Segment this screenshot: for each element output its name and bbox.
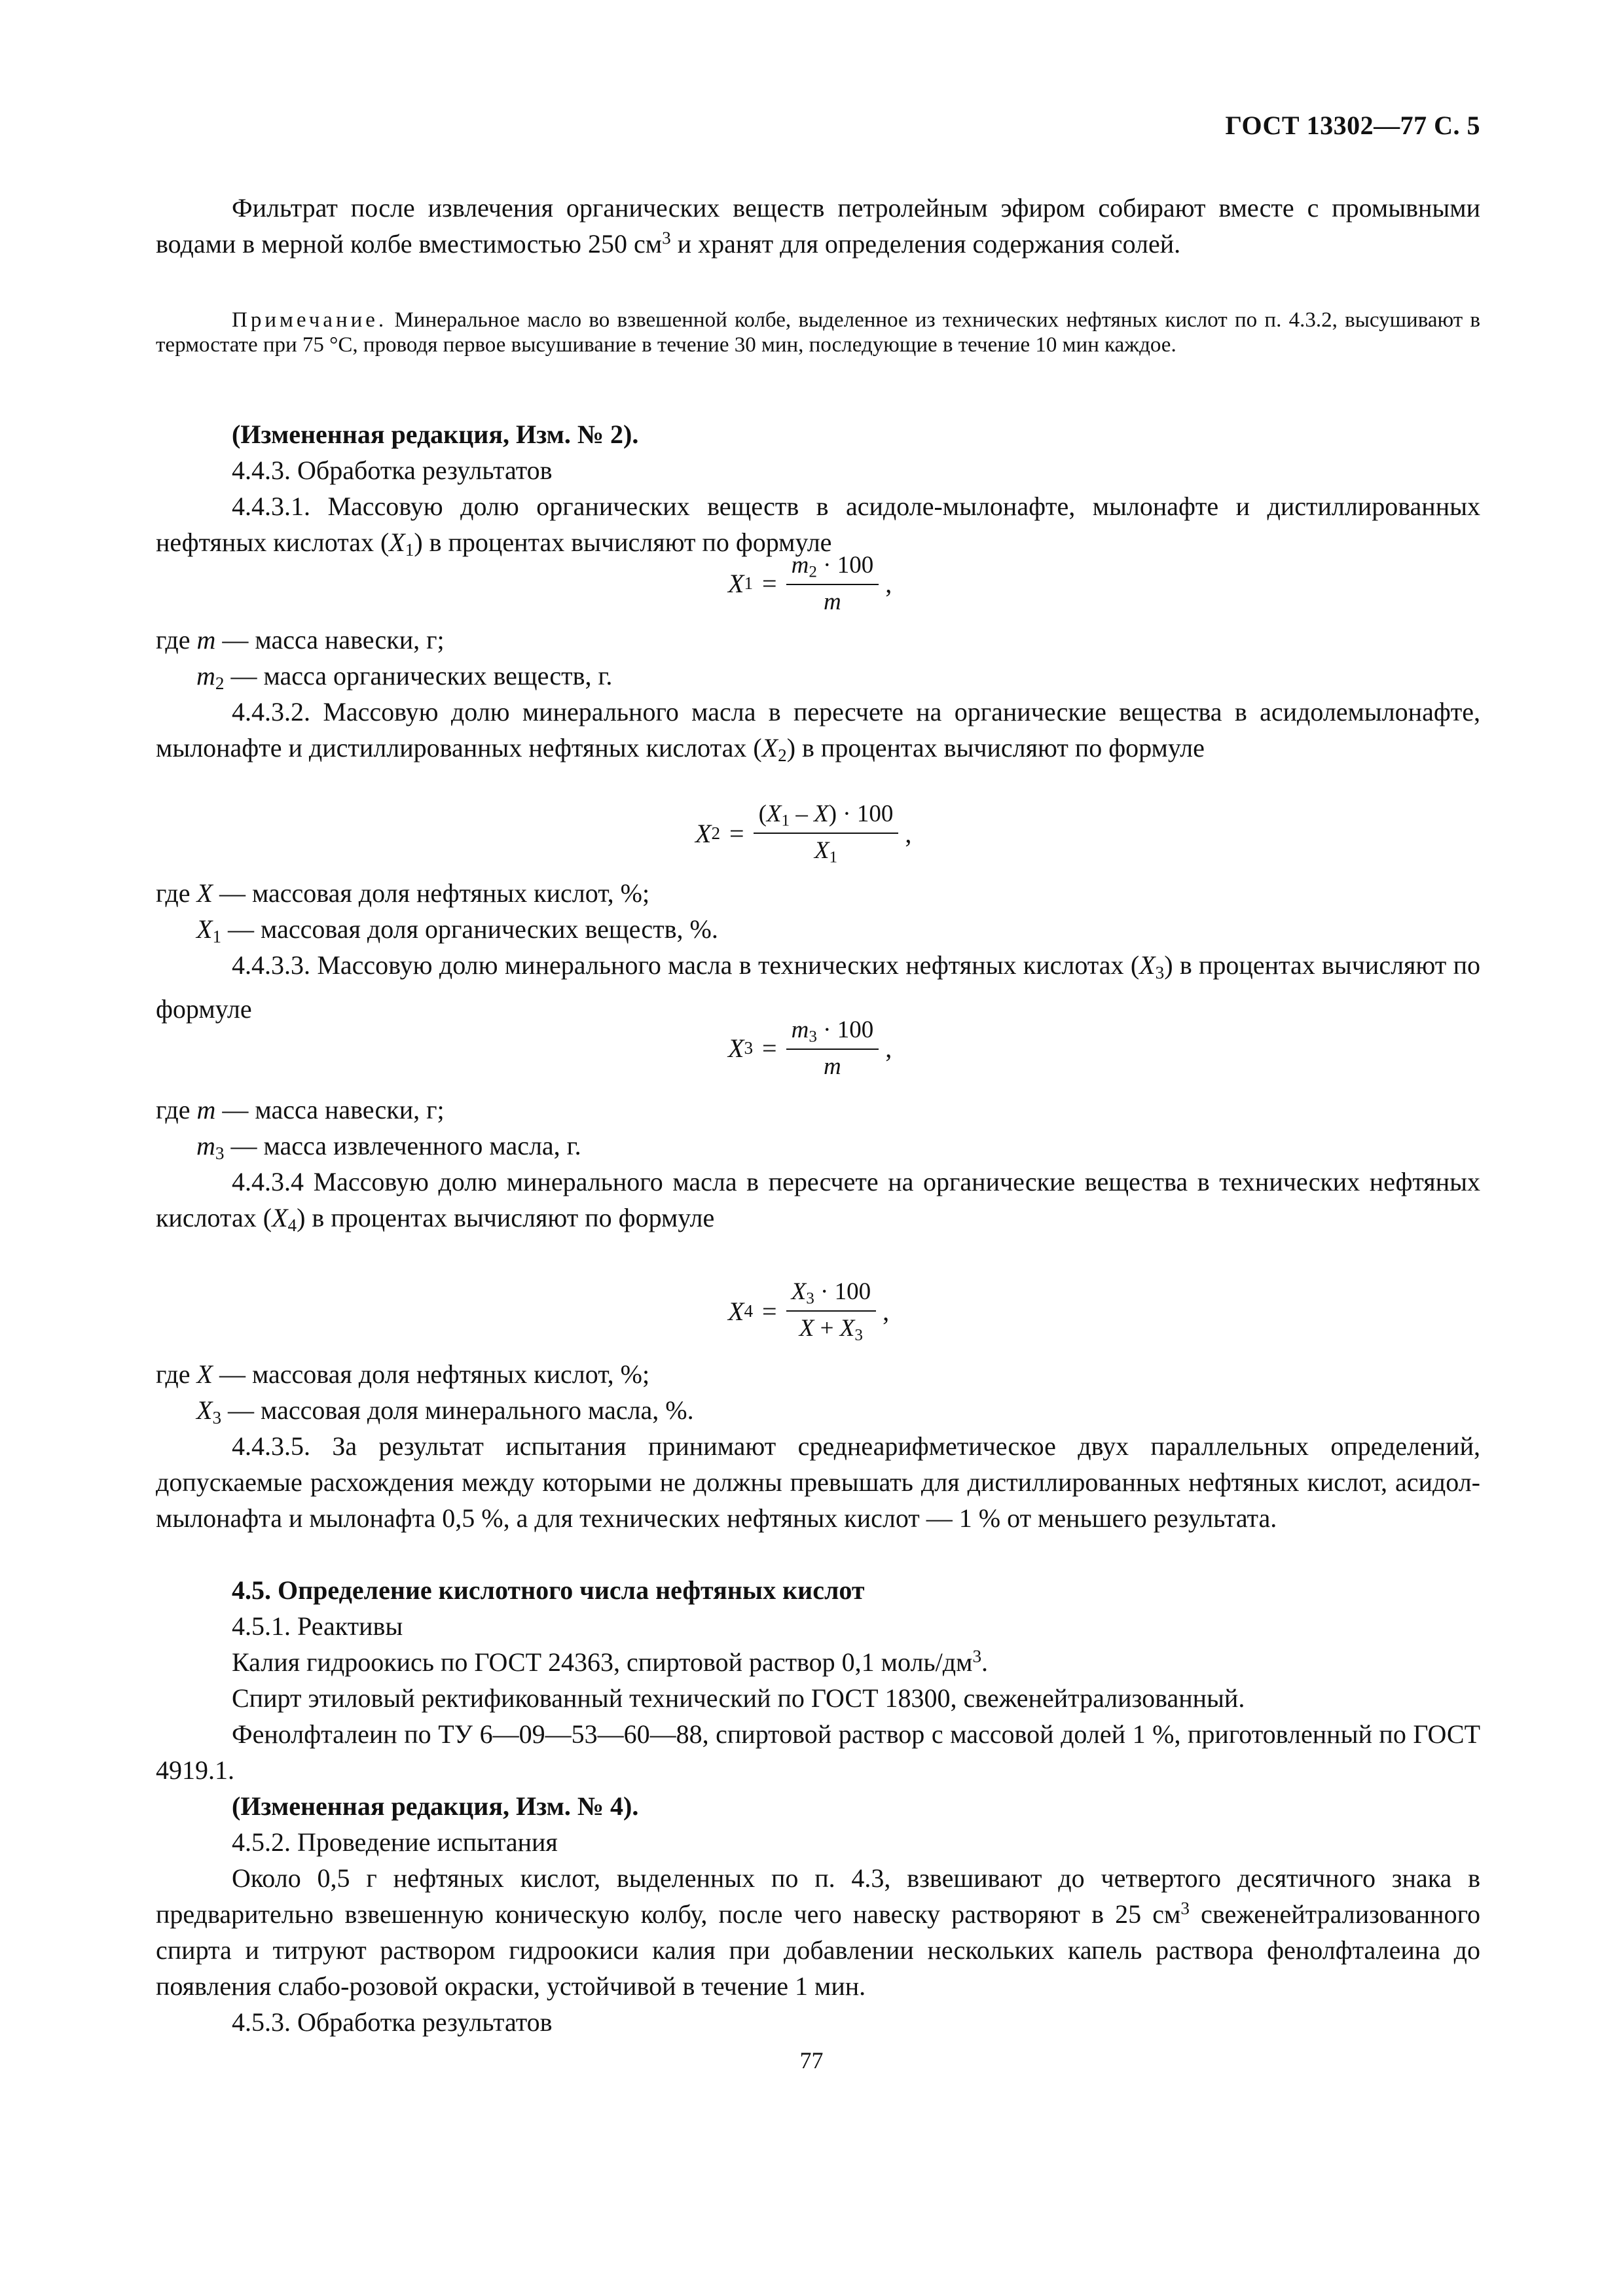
comma: , <box>905 818 912 848</box>
text: . <box>981 1647 989 1677</box>
var: X <box>839 1315 855 1342</box>
sub: 3 <box>212 1407 222 1427</box>
section-4-5-3-title: 4.5.3. Обработка результатов <box>232 2007 553 2037</box>
var: X <box>728 1296 744 1326</box>
var: X <box>728 1033 744 1064</box>
where-x <box>156 875 649 911</box>
note <box>156 308 1480 357</box>
text: где <box>156 878 197 908</box>
paragraph-4-4-3-4 <box>156 1164 1480 1244</box>
sub: 3 <box>1155 962 1165 982</box>
page-header: ГОСТ 13302—77 С. 5 <box>1225 111 1480 140</box>
formula-x4 <box>728 1278 889 1345</box>
sub: 3 <box>215 1143 225 1163</box>
paragraph-4-4-3-3 <box>156 947 1480 1027</box>
var: X <box>1139 950 1156 980</box>
var: X <box>196 1359 213 1389</box>
var: m <box>824 588 841 616</box>
reagent-phenolphthalein: Фенолфталеин по ТУ 6—09—53—60—88, спиртовой раствор с массовой долей 1 %, приготовленный по ГОСТ 4919.1. <box>156 1719 1480 1785</box>
amendment-note-4: (Измененная редакция, Изм. № 4). <box>232 1791 639 1821</box>
var: X <box>814 800 829 827</box>
paragraph-4-4-3-2 <box>156 694 1480 774</box>
sub: 1 <box>744 573 754 594</box>
formula-x2 <box>695 800 911 867</box>
sub: 2 <box>778 745 787 765</box>
sub: 2 <box>711 823 721 843</box>
comma: , <box>885 1033 892 1064</box>
sub: 3 <box>809 1028 817 1046</box>
sub: 4 <box>287 1215 297 1235</box>
numerator <box>786 551 879 585</box>
text: — масса навески, г; <box>215 625 445 655</box>
equals: = <box>762 1033 777 1064</box>
sub: 4 <box>744 1300 754 1321</box>
text: · 100 <box>816 552 874 579</box>
var: X <box>799 1315 814 1342</box>
text: ) в процентах вычисляют по формуле <box>156 950 1480 1024</box>
where-m <box>156 622 445 658</box>
paragraph-4-5-2 <box>156 1860 1480 2004</box>
sub: 3 <box>854 1326 863 1344</box>
text: — массовая доля нефтяных кислот, %; <box>212 1359 650 1389</box>
text: ) в процентах вычисляют по формуле <box>786 733 1205 762</box>
text: ) в процентах вычисляют по формуле <box>297 1203 715 1232</box>
text: где <box>156 1359 197 1389</box>
reagent-koh <box>232 1644 988 1680</box>
text: — массовая доля нефтяных кислот, %; <box>212 878 650 908</box>
var: X <box>196 914 213 944</box>
denominator <box>799 1312 863 1344</box>
note-label: Примечание. <box>232 308 388 332</box>
section-4-5-2-title: 4.5.2. Проведение испытания <box>232 1827 558 1857</box>
paragraph-4-4-3-5: 4.4.3.5. За результат испытания принимают среднеарифметическое двух параллельных определений, допускаемые расхождения между которыми не должны превышать для дистиллированных нефтяных кислот, асидол-мылонафта и мылонафта 0,5 %, а для технических нефтяных кислот — 1 % от меньшего результата. <box>156 1431 1480 1533</box>
text: ) <box>828 800 837 827</box>
section-4-5-title: 4.5. Определение кислотного числа нефтяных кислот <box>232 1575 865 1605</box>
var: X <box>766 800 782 827</box>
fraction <box>786 1016 879 1081</box>
denominator <box>824 1050 841 1081</box>
superscript: 3 <box>1180 1898 1190 1918</box>
superscript: 3 <box>662 228 671 248</box>
section-4-4-3-title: 4.4.3. Обработка результатов <box>232 456 553 485</box>
var: X <box>272 1203 288 1232</box>
where-m-2 <box>156 1092 445 1128</box>
sub: 1 <box>212 926 222 946</box>
text: 4.4.3.4 Массовую долю минерального масла в пересчете на органические вещества в технических нефтяных кислотах ( <box>156 1167 1480 1232</box>
text: Фильтрат после извлечения органических веществ петролейным эфиром собирают вместе с промывными водами в мерной колбе вместимостью 250 см <box>156 193 1480 259</box>
superscript: 3 <box>972 1646 982 1666</box>
var: m <box>196 1095 216 1124</box>
text: и хранят для определения содержания солей. <box>670 229 1181 259</box>
sub: 3 <box>744 1038 754 1058</box>
numerator <box>754 800 899 834</box>
var: m <box>196 661 215 691</box>
comma: , <box>883 1296 890 1326</box>
paragraph-filtrate <box>156 190 1480 262</box>
text: 4.4.3.2. Массовую долю минерального масла в пересчете на органические вещества в асидолемылонафте, мылонафте и дистиллированных нефтяных кислотах ( <box>156 697 1480 762</box>
sub: 1 <box>405 539 414 560</box>
text: — масса органических веществ, г. <box>224 661 613 691</box>
var: X <box>196 878 213 908</box>
numerator <box>786 1016 879 1050</box>
text: — массовая доля минерального масла, %. <box>221 1395 694 1425</box>
text: 4.4.3.3. Массовую долю минерального масла в технических нефтяных кислотах ( <box>232 950 1140 980</box>
text: свеженейтрализованного спирта и титруют раствором гидроокиси калия при добавлении нескольких капель раствора фенолфталеина до появления слабо-розовой окраски, устойчивой в течение 1 мин. <box>156 1899 1480 2001</box>
formula-x3 <box>728 1016 892 1081</box>
var: X <box>761 733 778 762</box>
var: X <box>728 569 744 599</box>
var: m <box>824 1053 841 1081</box>
fraction <box>786 551 879 616</box>
text: · 100 <box>816 1016 874 1043</box>
note-text: Минеральное масло во взвешенной колбе, выделенное из технических нефтяных кислот по п. 4.3.2, высушивают в термостате при 75 °С, проводя первое высушивание в течение 30 мин, последующие в течение 10 мин каждое. <box>156 308 1480 357</box>
fraction <box>786 1278 877 1345</box>
section-4-5-1-title: 4.5.1. Реактивы <box>232 1611 403 1641</box>
var: m <box>791 1016 809 1043</box>
text: где <box>156 625 197 655</box>
page-number: 77 <box>799 2047 824 2073</box>
var: X <box>791 1278 807 1305</box>
sub: 2 <box>215 673 225 693</box>
text: Около 0,5 г нефтяных кислот, выделенных по п. 4.3, взвешивают до четвертого десятичного знака в предварительно взвешенную коническую колбу, после чего навеску растворяют в 25 см <box>156 1863 1480 1929</box>
text: + <box>814 1315 840 1342</box>
sub: 3 <box>806 1289 814 1308</box>
denominator <box>814 834 837 867</box>
text: – <box>790 800 814 827</box>
sub: 1 <box>781 812 790 830</box>
text: Калия гидроокись по ГОСТ 24363, спиртовой раствор 0,1 моль/дм <box>232 1647 973 1677</box>
text: · 100 <box>814 1278 871 1305</box>
sub: 2 <box>809 563 817 581</box>
equals: = <box>762 569 777 599</box>
text: ( <box>758 800 767 827</box>
equals: = <box>729 818 744 848</box>
text: где <box>156 1095 197 1124</box>
formula-x1 <box>728 551 892 616</box>
var: X <box>389 528 405 557</box>
text: ) в процентах вычисляют по формуле <box>414 528 832 557</box>
var: m <box>196 625 216 655</box>
comma: , <box>885 569 892 599</box>
equals: = <box>762 1296 777 1326</box>
sub: 1 <box>829 848 838 867</box>
amendment-note-2: (Измененная редакция, Изм. № 2). <box>232 420 639 449</box>
reagent-ethanol: Спирт этиловый ректификованный технический по ГОСТ 18300, свеженейтрализованный. <box>232 1683 1245 1713</box>
text: — масса извлеченного масла, г. <box>224 1131 581 1160</box>
var: m <box>791 552 809 579</box>
text: — масса навески, г; <box>215 1095 445 1124</box>
text: · 100 <box>837 800 894 827</box>
text: 4.4.3.1. Массовую долю органических веществ в асидоле-мылонафте, мылонафте и дистиллированных нефтяных кислотах ( <box>156 492 1480 557</box>
denominator <box>824 585 841 616</box>
var: m <box>196 1131 215 1160</box>
fraction <box>754 800 899 867</box>
var: X <box>196 1395 213 1425</box>
text: — массовая доля органических веществ, %. <box>221 914 718 944</box>
where-x-2 <box>156 1356 649 1392</box>
var: X <box>695 818 712 848</box>
var: X <box>814 837 830 865</box>
numerator <box>786 1278 877 1312</box>
